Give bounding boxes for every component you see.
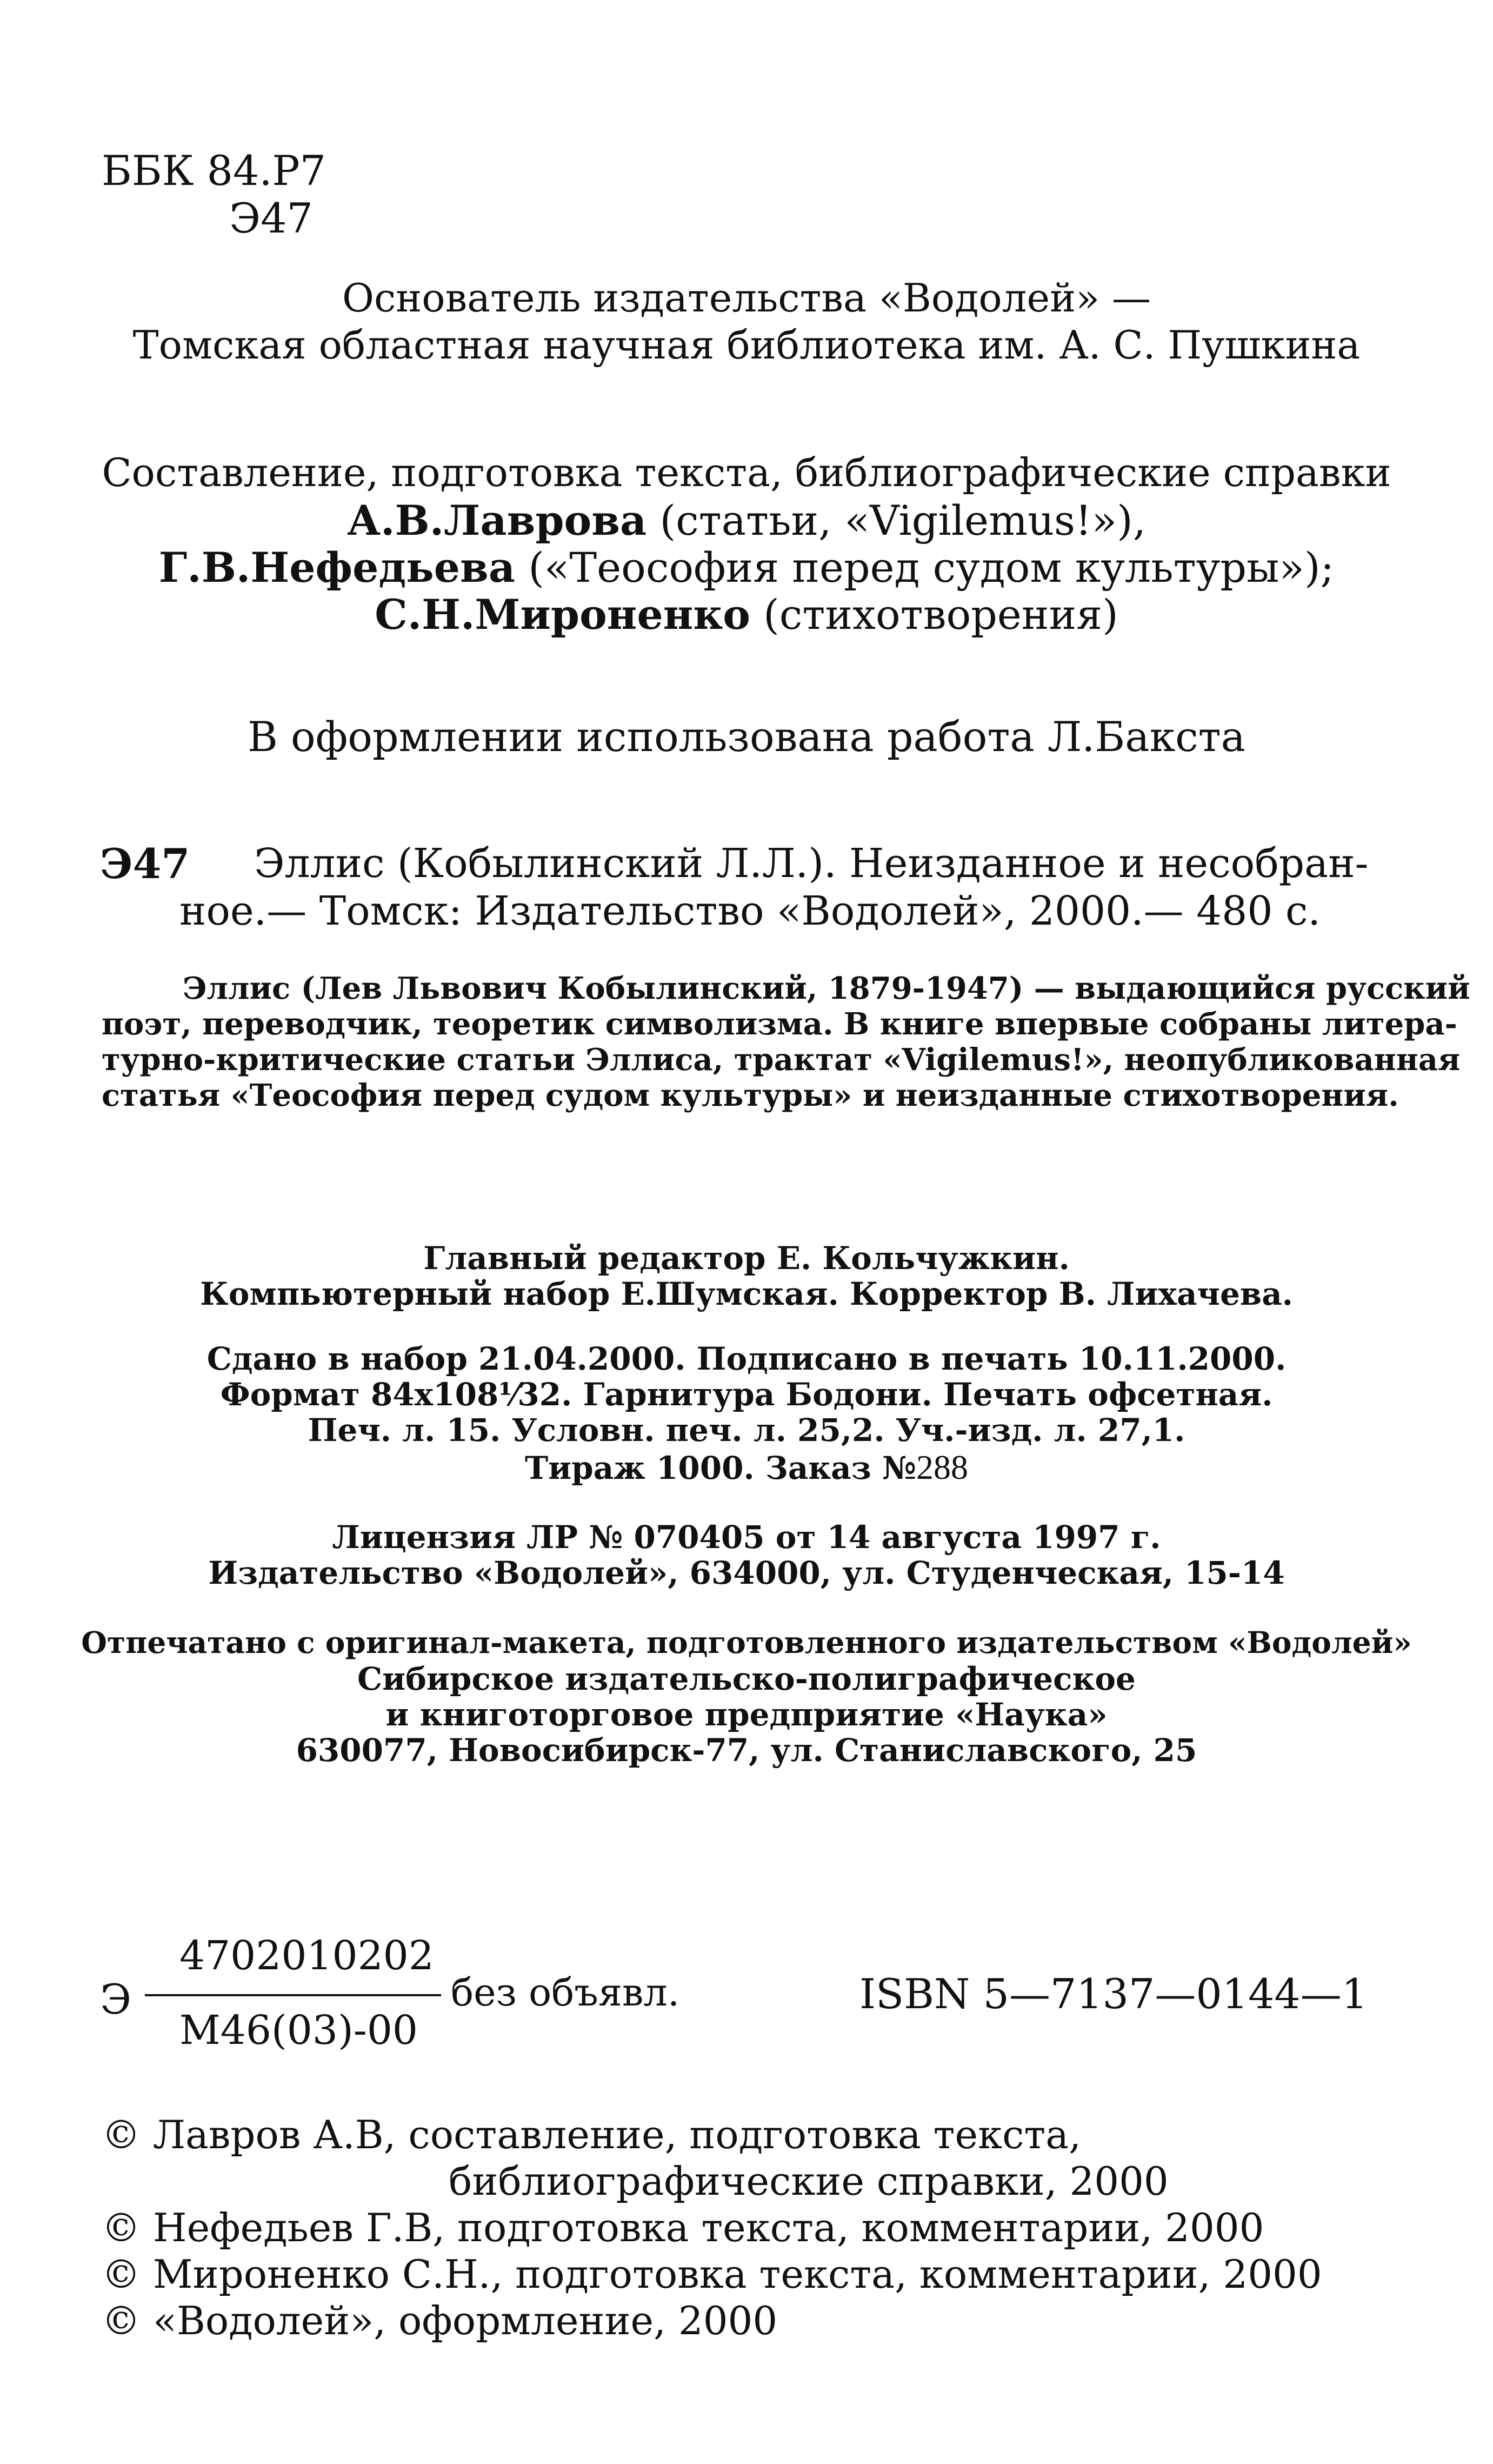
compiler-name-lavrov: А.В.Лаврова: [347, 496, 647, 544]
printer-line-4: 630077, Новосибирск-77, ул. Станиславского, 25: [296, 1732, 1197, 1769]
copyright-line-5: © «Водолей», оформление, 2000: [102, 2298, 778, 2343]
imprint-run-label: Тираж 1000. Заказ №: [524, 1450, 916, 1486]
credits-line-1: Составление, подготовка текста, библиографические справки: [102, 450, 1391, 495]
fraction-bar: [145, 1994, 441, 1996]
founder-line-2: Томская областная научная библиотека им. А. С. Пушкина: [132, 322, 1361, 368]
imprint-dates: Сдано в набор 21.04.2000. Подписано в печать 10.11.2000.: [206, 1340, 1287, 1377]
founder-line-1: Основатель издательства «Водолей» —: [342, 275, 1151, 321]
compiler-role-mironenko: (стихотворения): [750, 590, 1118, 639]
copyright-line-4: © Мироненко С.Н., подготовка текста, комментарии, 2000: [102, 2252, 1322, 2297]
annotation-line-3: турно-критические статьи Эллиса, трактат «Vigilemus!», неопубликованная: [102, 1042, 1461, 1078]
imprint-run: [0, 1450, 1493, 1485]
imprint-format: Формат 84х108¹⁄32. Гарнитура Бодони. Печать офсетная.: [220, 1376, 1273, 1413]
printer-line-3: и книготорговое предприятие «Наука»: [385, 1696, 1108, 1733]
index-letter: Э: [100, 1975, 132, 2023]
bbk-code: ББК 84.Р7: [102, 147, 326, 195]
index-note: без объявл.: [451, 1970, 680, 2015]
imprint-typesetting: Компьютерный набор Е.Шумская. Корректор В. Лихачева.: [200, 1276, 1293, 1312]
copyright-line-1: © Лавров А.В, составление, подготовка текста,: [102, 2112, 1082, 2157]
catalog-mark: Э47: [100, 840, 190, 888]
annotation-line-1: Эллис (Лев Львович Кобылинский, 1879-1947) — выдающийся русский: [183, 971, 1470, 1006]
license-line-2: Издательство «Водолей», 634000, ул. Студенческая, 15-14: [208, 1555, 1285, 1591]
catalog-line-2: ное.— Томск: Издательство «Водолей», 2000.— 480 с.: [179, 888, 1321, 934]
compiler-name-nefedyev: Г.В.Нефедьева: [158, 543, 516, 592]
copyright-line-3: © Нефедьев Г.В, подготовка текста, комментарии, 2000: [102, 2205, 1264, 2250]
index-denominator: М46(03)-00: [179, 2007, 418, 2054]
imprint-editor: Главный редактор Е. Кольчужкин.: [423, 1240, 1070, 1277]
credits-line-3: [0, 543, 1493, 592]
catalog-line-1: Эллис (Кобылинский Л.Л.). Неизданное и несобран-: [254, 840, 1369, 887]
imprint-sheets: Печ. л. 15. Условн. печ. л. 25,2. Уч.-изд. л. 27,1.: [308, 1412, 1185, 1449]
annotation-line-4: статья «Теософия перед судом культуры» и неизданные стихотворения.: [102, 1078, 1399, 1113]
isbn: ISBN 5—7137—0144—1: [859, 1970, 1368, 2018]
credits-line-4: [0, 590, 1493, 639]
printer-line-1: Отпечатано с оригинал-макета, подготовленного издательством «Водолей»: [81, 1625, 1412, 1660]
compiler-name-mironenko: С.Н.Мироненко: [375, 590, 750, 639]
bbk-author-mark: Э47: [229, 194, 313, 242]
order-number: 288: [916, 1448, 968, 1486]
compiler-role-lavrov: (статьи, «Vigilemus!»),: [646, 496, 1146, 544]
design-note: В оформлении использована работа Л.Бакста: [247, 713, 1245, 761]
credits-line-2: [0, 496, 1493, 544]
compiler-role-nefedyev: («Теософия перед судом культуры»);: [515, 543, 1335, 592]
printer-line-2: Сибирское издательско-полиграфическое: [357, 1661, 1136, 1697]
annotation-line-2: поэт, переводчик, теоретик символизма. В книге впервые собраны литера-: [102, 1006, 1457, 1042]
index-numerator: 4702010202: [179, 1932, 434, 1979]
copyright-line-2: библиографические справки, 2000: [449, 2159, 1169, 2204]
license-line-1: Лицензия ЛР № 070405 от 14 августа 1997 г.: [332, 1519, 1161, 1556]
